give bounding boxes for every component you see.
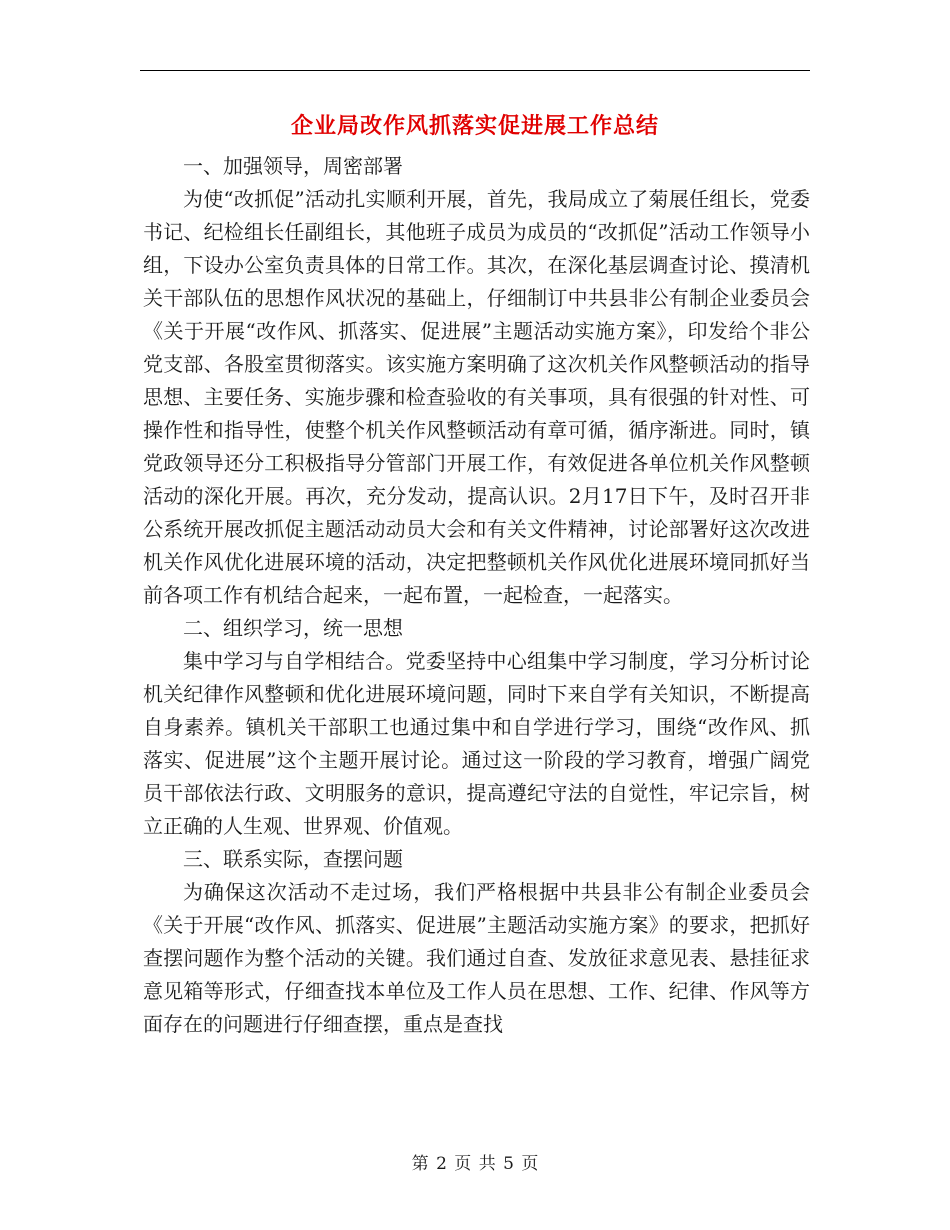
section-heading-3: 三、联系实际，查摆问题 xyxy=(183,847,403,871)
section-paragraph-3: 为确保这次活动不走过场，我们严格根据中共县非公有制企业委员会《关于开展“改作风、抓落实、促进展”主题活动实施方案》的要求，把抓好查摆问题作为整个活动的关键。我们通过自查、发放征求意见表、悬挂征求意见箱等形式，仔细查找本单位及工作人员在思想、工作、纪律、作风等方面存在的问题进行仔细查摆，重点是查找 xyxy=(143,880,810,1036)
document-title: 企业局改作风抓落实促进展工作总结 xyxy=(290,113,659,139)
section-heading-2: 二、组织学习，统一思想 xyxy=(183,616,403,640)
section-paragraph-2: 集中学习与自学相结合。党委坚持中心组集中学习制度，学习分析讨论机关纪律作风整顿和优化进展环境问题，同时下来自学有关知识，不断提高自身素养。镇机关干部职工也通过集中和自学进行学习，围绕“改作风、抓落实、促进展”这个主题开展讨论。通过这一阶段的学习教育，增强广阔党员干部依法行政、文明服务的意识，提高遵纪守法的自觉性，牢记宗旨，树立正确的人生观、世界观、价值观。 xyxy=(143,649,810,838)
page-number-footer: 第 2 页 共 5 页 xyxy=(411,1154,539,1174)
header-rule xyxy=(140,70,810,71)
document-body xyxy=(143,150,810,1041)
section-heading-1: 一、加强领导，周密部署 xyxy=(183,154,403,178)
section-paragraph-1: 为使“改抓促”活动扎实顺利开展，首先，我局成立了菊展任组长，党委书记、纪检组长任副组长，其他班子成员为成员的“改抓促”活动工作领导小组，下设办公室负责具体的日常工作。其次，在深化基层调查讨论、摸清机关干部队伍的思想作风状况的基础上，仔细制订中共县非公有制企业委员会《关于开展“改作风、抓落实、促进展”主题活动实施方案》，印发给个非公党支部、各股室贯彻落实。该实施方案明确了这次机关作风整顿活动的指导思想、主要任务、实施步骤和检查验收的有关事项，具有很强的针对性、可操作性和指导性，使整个机关作风整顿活动有章可循，循序渐进。同时，镇党政领导还分工积极指导分管部门开展工作，有效促进各单位机关作风整顿活动的深化开展。再次，充分发动，提高认识。2月17日下午，及时召开非公系统开展改抓促主题活动动员大会和有关文件精神，讨论部署好这次改进机关作风优化进展环境的活动，决定把整顿机关作风优化进展环境同抓好当前各项工作有机结合起来，一起布置，一起检查，一起落实。 xyxy=(143,187,810,607)
